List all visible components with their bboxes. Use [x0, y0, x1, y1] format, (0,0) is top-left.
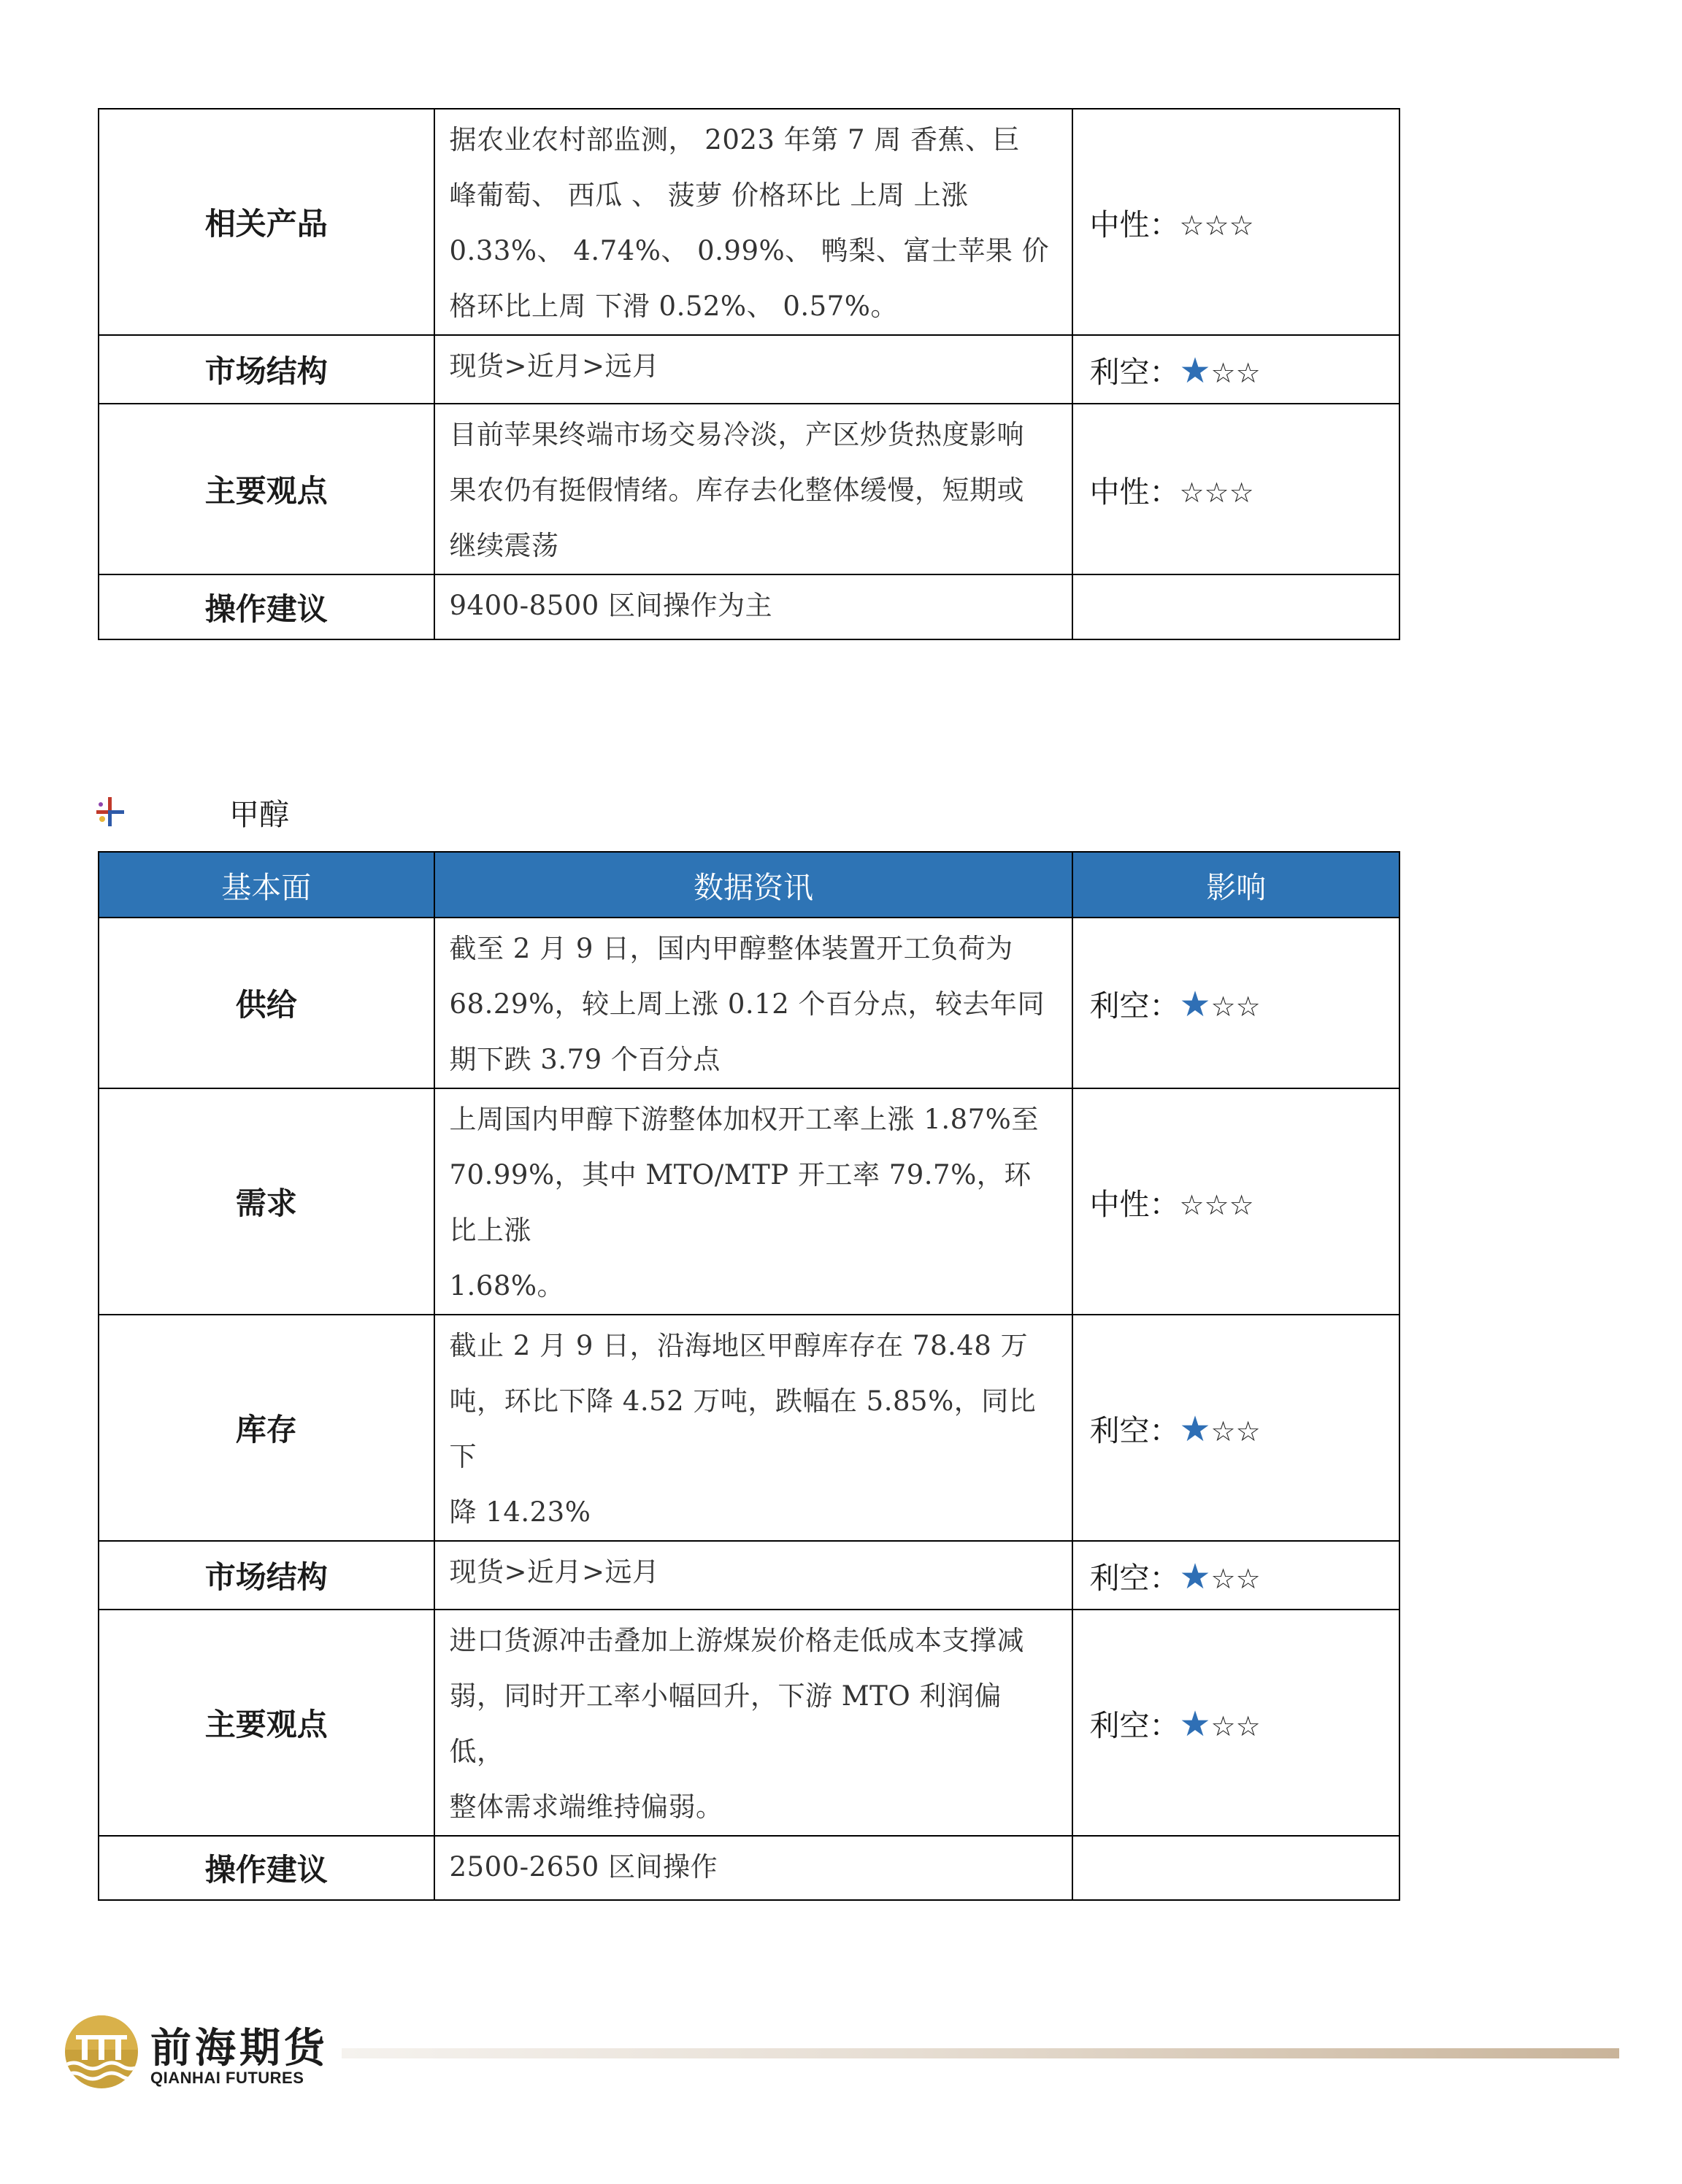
row-label: 操作建议 — [99, 1836, 434, 1900]
table-row — [99, 1541, 1399, 1610]
row-content — [435, 575, 1072, 634]
brand-name-cn: 前海期货 — [150, 2024, 329, 2072]
row-content — [435, 1089, 1072, 1314]
table-row — [99, 1088, 1399, 1315]
impact-label: 利空： — [1089, 988, 1180, 1023]
impact-rating — [1073, 1702, 1399, 1745]
content-line: 果农仍有挺假情绪。库存去化整体缓慢，短期或 — [449, 474, 1025, 506]
table-row — [99, 1610, 1399, 1836]
content-line: 整体需求端维持偏弱。 — [449, 1791, 723, 1823]
page-footer — [64, 2015, 1627, 2095]
table-row — [99, 918, 1399, 1088]
table-row — [99, 109, 1399, 335]
content-line: 弱，同时开工率小幅回升，下游 MTO 利润偏低， — [449, 1680, 1002, 1767]
table-row — [99, 1836, 1399, 1900]
content-line: 格环比上周 下滑 0.52%、 0.57%。 — [449, 291, 898, 322]
content-line: 进口货源冲击叠加上游煤炭价格走低成本支撑减 — [449, 1625, 1025, 1656]
footer-divider — [342, 2048, 1619, 2058]
row-label: 市场结构 — [99, 335, 434, 404]
row-content — [435, 1610, 1072, 1835]
row-label: 供给 — [99, 918, 434, 1088]
methanol-fundamentals-table — [98, 851, 1400, 1901]
impact-label: 中性： — [1089, 474, 1180, 510]
content-line: 继续震荡 — [449, 530, 559, 561]
content-line: 2500-2650 区间操作 — [449, 1851, 718, 1883]
row-label: 需求 — [99, 1088, 434, 1315]
table-header-row — [99, 852, 1399, 918]
filled-star-icon: ★ — [1179, 1703, 1211, 1745]
content-line: 上周国内甲醇下游整体加权开工率上涨 1.87%至 — [449, 1104, 1039, 1135]
content-line: 降 14.23% — [449, 1496, 591, 1528]
impact-label: 利空： — [1089, 1412, 1180, 1448]
filled-star-icon: ★ — [1179, 1408, 1211, 1450]
brand-name-en: QIANHAI FUTURES — [150, 2069, 304, 2087]
filled-star-icon: ★ — [1179, 350, 1211, 391]
impact-label: 中性： — [1089, 1186, 1180, 1222]
empty-star-icon: ☆☆☆ — [1179, 476, 1254, 509]
column-header: 数据资讯 — [434, 852, 1073, 918]
column-header: 影响 — [1072, 852, 1399, 918]
row-content — [435, 336, 1072, 394]
content-line: 据农业农村部监测， 2023 年第 7 周 香蕉、巨 — [449, 124, 1021, 155]
empty-star-icon: ☆☆ — [1210, 1415, 1261, 1447]
row-label: 库存 — [99, 1315, 434, 1541]
table-row — [99, 404, 1399, 574]
impact-rating — [1073, 982, 1399, 1025]
impact-rating — [1073, 1180, 1399, 1223]
impact-rating — [1073, 201, 1399, 244]
bullet-icon — [93, 796, 126, 828]
empty-star-icon: ☆☆ — [1210, 1710, 1261, 1742]
row-label: 主要观点 — [99, 404, 434, 574]
content-line: 期下跌 3.79 个百分点 — [449, 1044, 721, 1075]
content-line: 截止 2 月 9 日，沿海地区甲醇库存在 78.48 万 — [449, 1330, 1029, 1361]
table-row — [99, 574, 1399, 639]
content-line: 9400-8500 区间操作为主 — [449, 590, 773, 621]
column-header: 基本面 — [99, 852, 434, 918]
impact-rating — [1073, 1407, 1399, 1450]
empty-star-icon: ☆☆☆ — [1179, 1188, 1254, 1221]
impact-label: 利空： — [1089, 354, 1180, 390]
qianhai-logo-icon — [64, 2015, 139, 2089]
row-content — [435, 1315, 1072, 1540]
row-content — [435, 918, 1072, 1088]
table-row — [99, 1315, 1399, 1541]
apple-fundamentals-table — [98, 108, 1400, 640]
impact-label: 利空： — [1089, 1560, 1180, 1596]
impact-rating — [1073, 468, 1399, 511]
content-line: 吨，环比下降 4.52 万吨，跌幅在 5.85%，同比下 — [449, 1385, 1037, 1472]
impact-rating — [1073, 1554, 1399, 1597]
impact-label: 中性： — [1089, 207, 1180, 242]
empty-star-icon: ☆☆ — [1210, 356, 1261, 389]
row-label: 市场结构 — [99, 1541, 434, 1610]
content-line: 现货>近月>远月 — [449, 350, 660, 382]
row-content — [435, 109, 1072, 334]
empty-star-icon: ☆☆☆ — [1179, 209, 1254, 242]
row-label: 相关产品 — [99, 109, 434, 335]
impact-rating — [1073, 348, 1399, 391]
row-content — [435, 1542, 1072, 1600]
content-line: 1.68%。 — [449, 1270, 565, 1301]
filled-star-icon: ★ — [1179, 983, 1211, 1025]
content-line: 现货>近月>远月 — [449, 1556, 660, 1588]
row-content — [435, 1837, 1072, 1895]
empty-star-icon: ☆☆ — [1210, 1562, 1261, 1595]
row-content — [435, 404, 1072, 574]
row-label: 操作建议 — [99, 574, 434, 639]
table-row — [99, 335, 1399, 404]
content-line: 68.29%，较上周上涨 0.12 个百分点，较去年同 — [449, 988, 1045, 1020]
section-heading — [93, 791, 289, 832]
content-line: 截至 2 月 9 日，国内甲醇整体装置开工负荷为 — [449, 933, 1013, 964]
section-title: 甲醇 — [229, 796, 289, 832]
empty-star-icon: ☆☆ — [1210, 990, 1261, 1023]
impact-label: 利空： — [1089, 1707, 1180, 1743]
content-line: 0.33%、 4.74%、 0.99%、 鸭梨、富士苹果 价 — [449, 235, 1050, 266]
row-label: 主要观点 — [99, 1610, 434, 1836]
content-line: 目前苹果终端市场交易冷淡，产区炒货热度影响 — [449, 419, 1025, 450]
content-line: 峰葡萄、 西瓜 、 菠萝 价格环比 上周 上涨 — [449, 180, 969, 211]
filled-star-icon: ★ — [1179, 1556, 1211, 1597]
content-line: 70.99%，其中 MTO/MTP 开工率 79.7%，环比上涨 — [449, 1159, 1032, 1246]
